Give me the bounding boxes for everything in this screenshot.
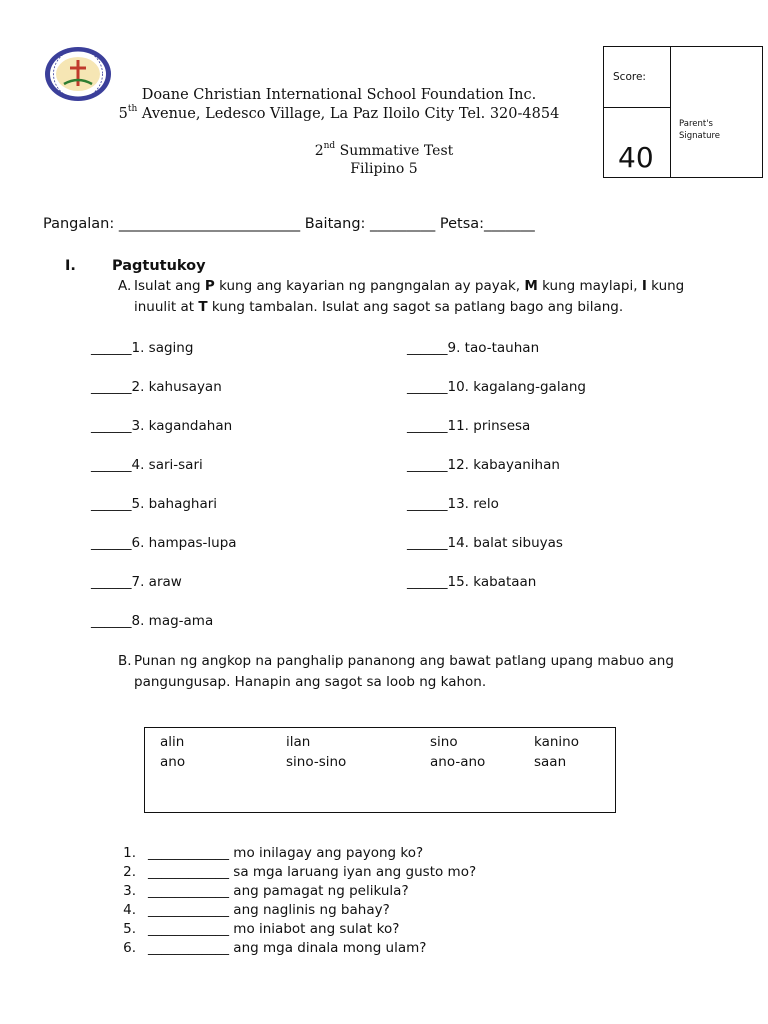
list-item: ______13. relo (407, 496, 499, 512)
list-item: ______2. kahusayan (91, 379, 222, 395)
list-item: ______12. kabayanihan (407, 457, 560, 473)
part-a-instructions: A. Isulat ang P kung ang kayarian ng pangngalan ay payak, M kung maylapi, I kung inuulit at T kung tambalan. Isulat ang sagot sa patlang bago ang bilang. (118, 278, 685, 315)
school-name: Doane Christian International School Foundation Inc. (141, 87, 537, 103)
choice-word: alin (160, 734, 185, 750)
choice-word: saan (534, 754, 567, 770)
section-title: Pagtutukoy (112, 258, 206, 274)
school-address: 5th Avenue, Ledesco Village, La Paz Iloilo City Tel. 320-4854 (118, 104, 560, 122)
word-choices-box (144, 727, 616, 813)
choice-word: ano-ano (430, 754, 486, 770)
list-item: ______14. balat sibuyas (407, 535, 563, 551)
test-title: 2nd Summative Test (314, 141, 454, 159)
question-item: 4. ____________ ang naglinis ng bahay? (123, 902, 390, 918)
list-item: ______1. saging (91, 340, 194, 356)
list-item: ______3. kagandahan (91, 418, 233, 434)
list-item: ______4. sari-sari (91, 457, 203, 473)
part-b-instructions: B. Punan ng angkop na panghalip pananong ang bawat patlang upang mabuo ang pangungusap. Hanapin ang sagot sa loob ng kahon. (118, 653, 674, 690)
question-item: 3. ____________ ang pamagat ng pelikula? (123, 883, 409, 899)
score-label: Score: (613, 71, 646, 83)
section-number: I. (65, 258, 76, 274)
choice-word: sino (430, 734, 458, 750)
choice-word: ano (160, 754, 186, 770)
question-item: 6. ____________ ang mga dinala mong ulam? (123, 940, 427, 956)
question-item: 1. ____________ mo inilagay ang payong ko? (123, 845, 424, 861)
list-item: ______7. araw (91, 574, 182, 590)
choice-word: ilan (286, 734, 311, 750)
choice-word: kanino (534, 734, 579, 750)
choice-word: sino-sino (286, 754, 347, 770)
question-item: 2. ____________ sa mga laruang iyan ang gusto mo? (123, 864, 477, 880)
question-item: 5. ____________ mo iniabot ang sulat ko? (123, 921, 400, 937)
parent-signature-label: Parent's Signature (679, 119, 721, 141)
list-item: ______9. tao-tauhan (407, 340, 540, 356)
list-item: ______15. kabataan (407, 574, 537, 590)
list-item: ______10. kagalang-galang (407, 379, 586, 395)
list-item: ______5. bahaghari (91, 496, 218, 512)
list-item: ______11. prinsesa (407, 418, 531, 434)
list-item: ______8. mag-ama (91, 613, 214, 629)
subject-title: Filipino 5 (350, 161, 418, 177)
student-info-line: Pangalan: _________________________ Baitang: _________ Petsa:_______ (43, 216, 535, 232)
score-box (603, 46, 763, 178)
score-total: 40 (618, 141, 654, 174)
list-item: ______6. hampas-lupa (91, 535, 237, 551)
